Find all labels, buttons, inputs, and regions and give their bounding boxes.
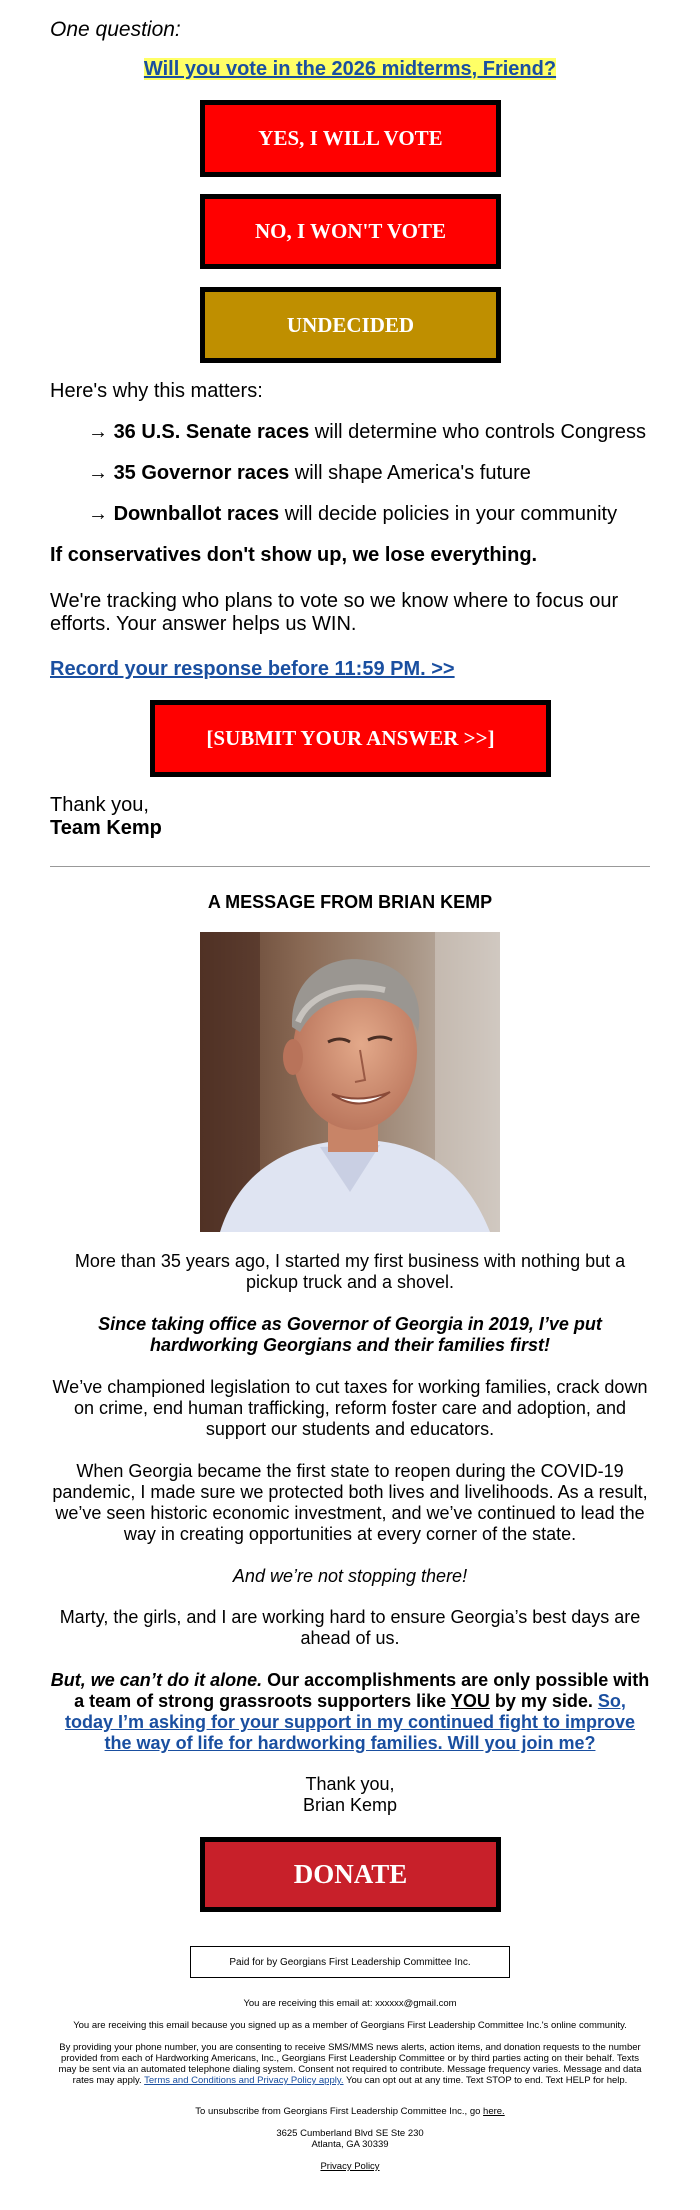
letter-paragraph-3: We’ve championed legislation to cut taxes for working families, crack down on crime, end human trafficking, reform foster care and adoption, and support our students and educators.	[52, 1377, 648, 1439]
bullet-rest: will shape America's future	[289, 462, 531, 484]
bullet-governor	[88, 462, 531, 485]
arrow-icon: →	[88, 503, 108, 525]
p7-text-a: Our accomplishments are only possible with a team of strong grassroots supporters like	[74, 1670, 650, 1711]
why-heading: Here's why this matters:	[50, 380, 263, 402]
unsubscribe-link[interactable]: here.	[483, 2106, 505, 2117]
submit-answer-button[interactable]: [SUBMIT YOUR ANSWER >>]	[150, 700, 551, 777]
bullet-rest: will decide policies in your community	[279, 503, 618, 525]
support-link[interactable]: So, today I’m asking for your support in my continued fight to improve the way of life for hardworking families. Will you join me?	[64, 1691, 636, 1753]
address	[55, 2128, 645, 2150]
address-line-2: Atlanta, GA 30339	[311, 2139, 389, 2150]
message-heading: A MESSAGE FROM BRIAN KEMP	[207, 892, 493, 912]
sms-text-a: By providing your phone number, you are consenting to receive SMS/MMS news alerts, action items, and donation requests to the number provided from each of Hardworking Americans, Inc., Georgians First Leadership Committee or by third parties acting on their behalf. Texts may be sent via an automated telephone dialing system. Consent not required to contribute. Message frequency varies. Message and data rates may apply.	[58, 2042, 642, 2086]
yes-vote-button[interactable]: YES, I WILL VOTE	[200, 100, 501, 177]
letter-paragraph-4: When Georgia became the first state to reopen during the COVID-19 pandemic, I made sure we protected both lives and livelihoods. As a result, we’ve seen historic economic investment, and we’ve continued to lead the way in creating opportunities at every corner of the state.	[52, 1461, 648, 1544]
terms-link[interactable]: Terms and Conditions and Privacy Policy apply.	[144, 2075, 344, 2086]
divider	[50, 866, 650, 867]
signer-name: Brian Kemp	[302, 1795, 398, 1815]
reason-line: You are receiving this email because you signed up as a member of Georgians First Leadership Committee Inc.'s online community.	[73, 2020, 627, 2031]
no-vote-button[interactable]: NO, I WON'T VOTE	[200, 194, 501, 269]
tracking-text: We're tracking who plans to vote so we know where to focus our efforts. Your answer helps us WIN.	[50, 590, 619, 635]
email-line: You are receiving this email at: xxxxxx@gmail.com	[243, 1998, 457, 2009]
question-link[interactable]: Will you vote in the 2026 midterms, Friend?	[143, 58, 557, 80]
privacy-policy-link[interactable]: Privacy Policy	[320, 2161, 380, 2172]
letter-paragraph-2: Since taking office as Governor of Georgia in 2019, I’ve put hardworking Georgians and their families first!	[98, 1314, 602, 1355]
letter-paragraph-1: More than 35 years ago, I started my first business with nothing but a pickup truck and a shovel.	[74, 1251, 626, 1292]
warning-text: If conservatives don't show up, we lose everything.	[50, 544, 538, 566]
unsub-text: To unsubscribe from Georgians First Leadership Committee Inc., go	[195, 2106, 484, 2117]
bullet-downballot	[88, 503, 617, 526]
thanks-text: Thank you,	[50, 794, 149, 816]
address-line-1: 3625 Cumberland Blvd SE Ste 230	[276, 2128, 424, 2139]
arrow-icon: →	[88, 462, 108, 484]
bullet-bold: 36 U.S. Senate races	[113, 421, 310, 443]
bullet-bold: 35 Governor races	[113, 462, 290, 484]
intro-text: One question:	[50, 18, 181, 41]
p7-you: YOU	[450, 1691, 490, 1711]
arrow-icon: →	[88, 421, 108, 443]
p7-text-b: by my side.	[489, 1691, 598, 1711]
team-signature: Team Kemp	[50, 817, 162, 839]
signoff-text: Thank you,	[305, 1774, 395, 1794]
donate-button[interactable]: DONATE	[200, 1837, 501, 1912]
bullet-bold: Downballot races	[113, 503, 280, 525]
bullet-senate	[88, 421, 646, 444]
question-heading	[0, 58, 700, 81]
paid-for-box: Paid for by Georgians First Leadership Committee Inc.	[190, 1946, 510, 1978]
portrait-photo	[200, 932, 500, 1232]
record-response-link[interactable]: Record your response before 11:59 PM. >>	[50, 658, 455, 680]
sms-disclaimer	[55, 2042, 645, 2086]
letter-paragraph-7	[50, 1670, 650, 1754]
p7-italic: But, we can’t do it alone.	[50, 1670, 263, 1690]
letter-paragraph-6: Marty, the girls, and I are working hard to ensure Georgia’s best days are ahead of us.	[59, 1607, 641, 1648]
portrait-illustration	[200, 932, 500, 1232]
unsubscribe-line	[55, 2106, 645, 2117]
letter-paragraph-5: And we’re not stopping there!	[232, 1566, 468, 1586]
sms-text-b: You can opt out at any time. Text STOP to end. Text HELP for help.	[343, 2075, 628, 2086]
bullet-rest: will determine who controls Congress	[309, 421, 647, 443]
undecided-button[interactable]: UNDECIDED	[200, 287, 501, 363]
letter-signoff	[50, 1774, 650, 1816]
